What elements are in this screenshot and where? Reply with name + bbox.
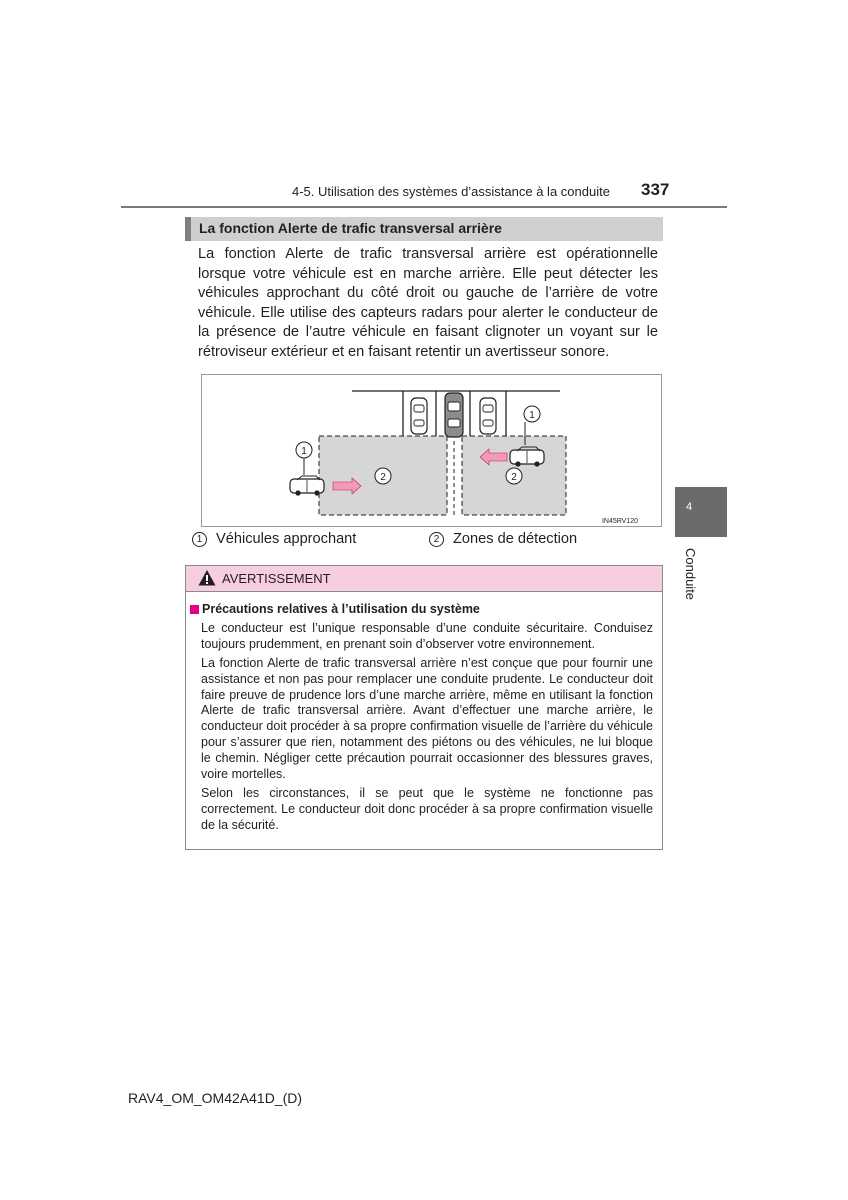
page-number: 337 (641, 180, 670, 199)
bullet-square-icon (190, 605, 199, 614)
figure-code: IN45RV120 (601, 518, 639, 525)
chapter-label: Conduite (683, 548, 698, 601)
rcta-illustration (201, 374, 662, 527)
header-rule (121, 206, 727, 208)
caption-2 (429, 531, 577, 547)
caption-2-number: 2 (429, 532, 444, 547)
warning-label: AVERTISSEMENT (222, 571, 331, 586)
section-title: La fonction Alerte de trafic transversal arrière (199, 220, 502, 236)
own-car-icon (445, 393, 463, 437)
marker-1-left-label: 1 (301, 446, 307, 457)
chapter-number: 4 (685, 501, 693, 513)
running-header-title: 4-5. Utilisation des systèmes d’assistance à la conduite (292, 184, 610, 199)
caption-2-text: Zones de détection (453, 531, 578, 547)
marker-1-right-label: 1 (529, 410, 535, 421)
parked-car-icon (411, 398, 427, 434)
marker-2-left-label: 2 (380, 472, 386, 483)
caption-1-number: 1 (192, 532, 207, 547)
warning-subheading: Précautions relatives à l’utilisation du système (202, 602, 480, 616)
parked-car-icon (480, 398, 496, 434)
marker-2-right-label: 2 (511, 472, 517, 483)
warning-triangle-icon (198, 569, 216, 587)
approaching-car-right-icon (510, 447, 544, 467)
intro-paragraph: La fonction Alerte de trafic transversal arrière est opérationnelle lorsque votre véhicule est en marche arrière. Elle peut détecter les véhicules approchant du côté droit ou gauche de l’arrière de votre véhicule. Elle utilise des capteurs radars pour alerter le conducteur de la présence de l’autre véhicule en faisant clignoter un voyant sur le rétroviseur extérieur et en faisant retentir un avertisseur sonore. (198, 246, 658, 360)
caption-1 (192, 531, 356, 547)
document-code: RAV4_OM_OM42A41D_(D) (128, 1090, 303, 1106)
approaching-car-left-icon (290, 476, 324, 496)
section-heading-accent (185, 217, 191, 241)
caption-1-text: Véhicules approchant (216, 531, 357, 547)
warning-paragraph-2: La fonction Alerte de trafic transversal arrière n’est conçue que pour fournir une assistance et non pas pour remplacer une conduite prudente. Le conducteur doit faire preuve de prudence lors d’une marche arrière, même en utilisant la fonction Alerte de trafic transversal arrière. Avant d’effectuer une marche arrière, le conducteur doit procéder à sa propre confirmation visuelle de l’arrière du véhicule pour s’assurer que rien, notamment des piétons ou des véhicules, ne lui bloque le chemin. Négliger cette précaution pourrait occasionner des blessures graves, voire mortelles. (201, 656, 653, 781)
warning-paragraph-1: Le conducteur est l’unique responsable d’une conduite sécuritaire. Conduisez toujours prudemment, en prenant soin d’observer votre environnement. (201, 621, 653, 651)
warning-paragraph-3: Selon les circonstances, il se peut que le système ne fonctionne pas correctement. Le conducteur doit donc procéder à sa propre confirmation visuelle de la sécurité. (201, 786, 653, 832)
